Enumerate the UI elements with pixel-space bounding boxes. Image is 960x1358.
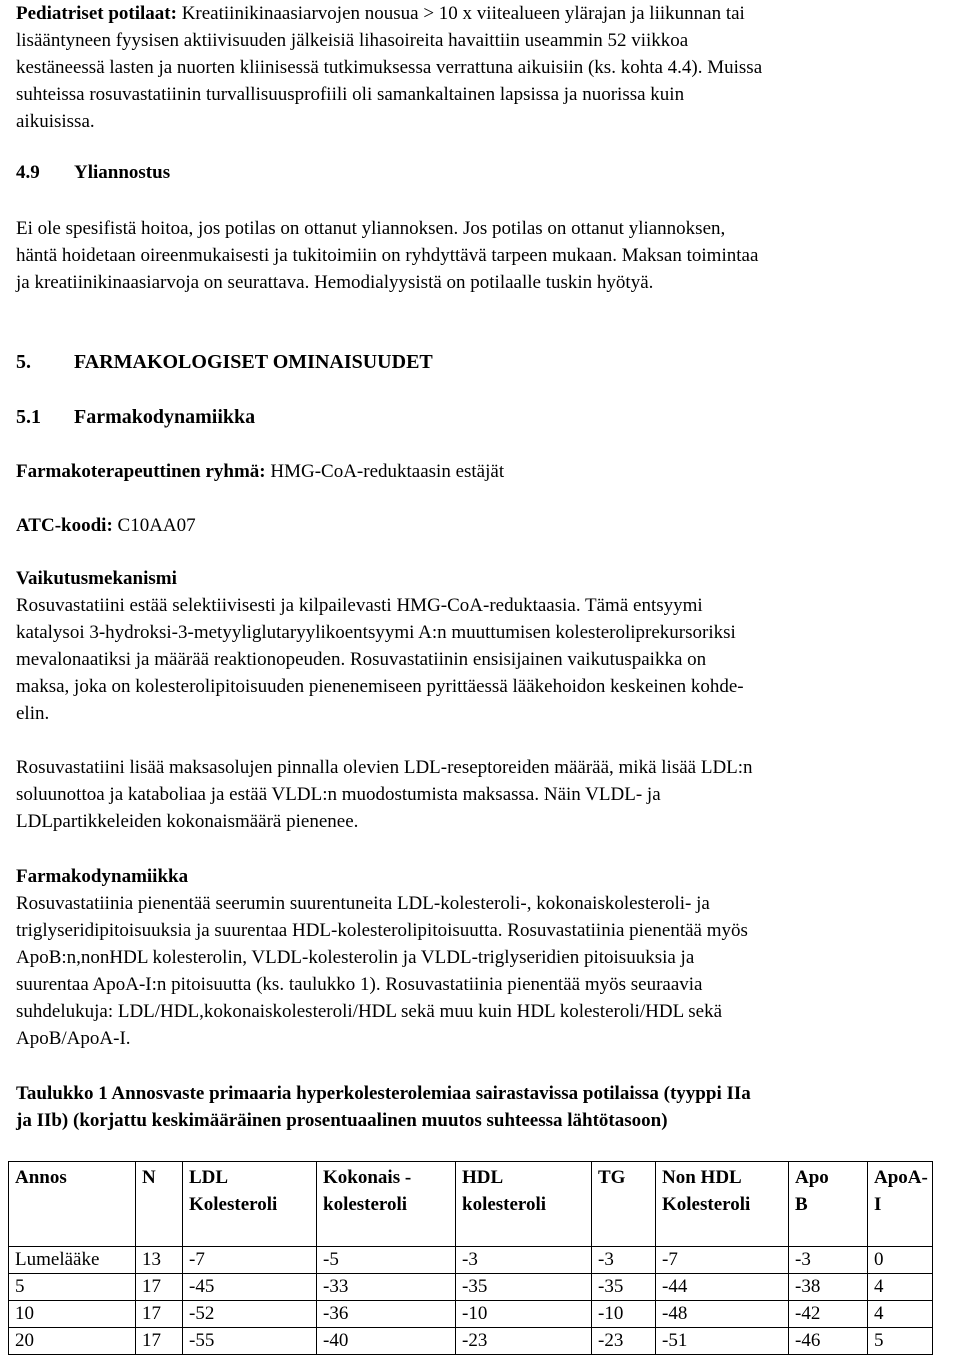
pediatric-label: Pediatriset potilaat: (16, 3, 177, 24)
table-row (9, 1328, 933, 1355)
pharmacodynamics-line-1: Rosuvastatiinia pienentää seerumin suurentuneita LDL-kolesteroli-, kokonaiskolesteroli- ja (16, 893, 710, 914)
header-text: LDL (189, 1167, 229, 1188)
table-cell: -33 (317, 1274, 456, 1301)
table-cell: -23 (592, 1328, 656, 1355)
pediatric-paragraph (16, 0, 934, 135)
header-tg (592, 1162, 656, 1247)
header-text: B (795, 1194, 808, 1215)
overdose-line-2: häntä hoidetaan oireenmukaisesti ja tukitoimiin on ryhdyttävä tarpeen mukaan. Maksan toimintaa (16, 245, 759, 266)
table-cell: 17 (136, 1328, 183, 1355)
header-hdl (456, 1162, 592, 1247)
table-cell: 0 (868, 1247, 933, 1274)
atc-label: ATC-koodi: (16, 515, 113, 536)
table-row (9, 1247, 933, 1274)
mechanism-paragraph (16, 565, 934, 727)
table-cell: 13 (136, 1247, 183, 1274)
header-total-cholesterol (317, 1162, 456, 1247)
pediatric-line-3: kestäneessä lasten ja nuorten kliinisessä tutkimuksessa verrattuna aikuisiin (ks. kohta 4.4). Muissa (16, 57, 763, 78)
table-cell: 5 (868, 1328, 933, 1355)
table-cell: -3 (592, 1247, 656, 1274)
header-apoa1 (868, 1162, 933, 1247)
table-cell: -52 (183, 1301, 317, 1328)
header-n (136, 1162, 183, 1247)
table-cell: -36 (317, 1301, 456, 1328)
mechanism-line-4: maksa, joka on kolesterolipitoisuuden pienenemiseen pyrittäessä lääkehoidon keskeinen kohde- (16, 676, 744, 697)
table-cell: -46 (789, 1328, 868, 1355)
pharmacodynamics-line-2: triglyseridipitoisuuksia ja suurentaa HDL-kolesterolipitoisuutta. Rosuvastatiinia pienentää myös (16, 920, 748, 941)
atc-value: C10AA07 (112, 515, 196, 536)
mechanism-line-2: katalysoi 3-hydroksi-3-metyyliglutaryylikoentsyymi A:n muuttumisen kolesteroliprekursoriksi (16, 622, 736, 643)
header-text: N (142, 1167, 156, 1188)
header-text: kolesteroli (323, 1194, 408, 1215)
header-text: ApoA- (874, 1167, 928, 1188)
ldl-line-1: Rosuvastatiini lisää maksasolujen pinnalla olevien LDL-reseptoreiden määrää, mikä lisää LDL:n (16, 757, 753, 778)
table-cell: -48 (656, 1301, 789, 1328)
section-heading-5 (16, 349, 433, 376)
table-row (9, 1301, 933, 1328)
table-cell: -38 (789, 1274, 868, 1301)
table-cell: -3 (789, 1247, 868, 1274)
table-caption (16, 1080, 934, 1134)
pediatric-line-2: lisääntyneen fyysisen aktiivisuuden jälkeisiä lihasoireita havaittiin useammin 52 viikkoa (16, 30, 689, 51)
section-number: 5.1 (16, 406, 41, 428)
overdose-line-3: ja kreatiinikinaasiarvoja on seurattava. Hemodialyysistä on potilaalle tuskin hyötyä. (16, 272, 654, 293)
table-cell: -44 (656, 1274, 789, 1301)
header-text: kolesteroli (462, 1194, 547, 1215)
overdose-line-1: Ei ole spesifistä hoitoa, jos potilas on ottanut yliannoksen. Jos potilas on ottanut yliannoksen, (16, 218, 726, 239)
pharmacodynamics-heading: Farmakodynamiikka (16, 866, 189, 887)
table-cell: 17 (136, 1274, 183, 1301)
table-cell: -45 (183, 1274, 317, 1301)
pharmacodynamics-line-5: suhdelukuja: LDL/HDL,kokonaiskolesteroli/HDL sekä muu kuin HDL kolesteroli/HDL sekä (16, 1001, 723, 1022)
header-text: Annos (15, 1167, 67, 1188)
header-text: HDL (462, 1167, 504, 1188)
table-cell: 5 (9, 1274, 136, 1301)
mechanism-line-3: mevalonaatiksi ja määrää reaktionopeuden. Rosuvastatiinin ensisijainen vaikutuspaikka on (16, 649, 707, 670)
pharmacodynamics-line-4: suurentaa ApoA-I:n pitoisuutta (ks. taulukko 1). Rosuvastatiinia pienentää myös seuraavia (16, 974, 703, 995)
header-annos (9, 1162, 136, 1247)
ldl-line-3: LDLpartikkeleiden kokonaismäärä pienenee. (16, 811, 359, 832)
table-cell: -23 (456, 1328, 592, 1355)
table-row (9, 1274, 933, 1301)
table-cell: -5 (317, 1247, 456, 1274)
header-apob (789, 1162, 868, 1247)
header-text: TG (598, 1167, 626, 1188)
header-text: Kolesteroli (189, 1194, 278, 1215)
table-cell: -7 (183, 1247, 317, 1274)
table-caption-line-2: ja IIb) (korjattu keskimääräinen prosentuaalinen muutos suhteessa lähtötasoon) (16, 1110, 668, 1131)
section-title: FARMAKOLOGISET OMINAISUUDET (74, 351, 433, 373)
header-ldl (183, 1162, 317, 1247)
therapeutic-group (16, 458, 504, 485)
atc-code (16, 512, 196, 539)
table-cell: 4 (868, 1301, 933, 1328)
header-text: Non HDL (662, 1167, 742, 1188)
therapeutic-group-label: Farmakoterapeuttinen ryhmä: (16, 461, 266, 482)
table-cell: -3 (456, 1247, 592, 1274)
ldl-paragraph (16, 754, 934, 835)
header-text: Kokonais - (323, 1167, 412, 1188)
pharmacodynamics-line-6: ApoB/ApoA-I. (16, 1028, 131, 1049)
pediatric-line-5: aikuisissa. (16, 111, 95, 132)
table-cell: Lumelääke (9, 1247, 136, 1274)
section-number: 5. (16, 351, 31, 373)
table-cell: -10 (456, 1301, 592, 1328)
table-cell: 4 (868, 1274, 933, 1301)
table-cell: -55 (183, 1328, 317, 1355)
pharmacodynamics-line-3: ApoB:n,nonHDL kolesterolin, VLDL-kolesterolin ja VLDL-triglyseridien pitoisuuksia ja (16, 947, 695, 968)
mechanism-heading: Vaikutusmekanismi (16, 568, 177, 589)
table-cell: 10 (9, 1301, 136, 1328)
mechanism-line-5: elin. (16, 703, 50, 724)
header-text: I (874, 1194, 882, 1215)
dose-response-table (8, 1161, 933, 1355)
table-cell: 17 (136, 1301, 183, 1328)
table-cell: 20 (9, 1328, 136, 1355)
table-cell: -42 (789, 1301, 868, 1328)
mechanism-line-1: Rosuvastatiini estää selektiivisesti ja kilpailevasti HMG-CoA-reduktaasia. Tämä entsyymi (16, 595, 703, 616)
header-text: Kolesteroli (662, 1194, 751, 1215)
header-text: Apo (795, 1167, 829, 1188)
table-cell: -40 (317, 1328, 456, 1355)
section-title: Farmakodynamiikka (74, 406, 256, 428)
table-cell: -7 (656, 1247, 789, 1274)
table-cell: -35 (592, 1274, 656, 1301)
table-cell: -10 (592, 1301, 656, 1328)
section-heading-5-1 (16, 404, 255, 431)
table-caption-line-1: Taulukko 1 Annosvaste primaaria hyperkolesterolemiaa sairastavissa potilaissa (tyyppi IIa (16, 1083, 751, 1104)
table-cell: -51 (656, 1328, 789, 1355)
section-number: 4.9 (16, 162, 40, 183)
therapeutic-group-value: HMG-CoA-reduktaasin estäjät (265, 461, 505, 482)
table-header-row (9, 1162, 933, 1247)
pediatric-line-1: Kreatiinikinaasiarvojen nousua > 10 x viitealueen ylärajan ja liikunnan tai (176, 3, 745, 24)
pharmacodynamics-paragraph (16, 863, 934, 1052)
pediatric-line-4: suhteissa rosuvastatiinin turvallisuusprofiili oli samankaltainen lapsissa ja nuorissa kuin (16, 84, 685, 105)
section-title: Yliannostus (74, 162, 171, 183)
section-heading-overdose (16, 159, 170, 186)
overdose-paragraph (16, 215, 934, 296)
header-non-hdl (656, 1162, 789, 1247)
table-cell: -35 (456, 1274, 592, 1301)
ldl-line-2: soluunottoa ja kataboliaa ja estää VLDL:n muodostumista maksassa. Näin VLDL- ja (16, 784, 661, 805)
